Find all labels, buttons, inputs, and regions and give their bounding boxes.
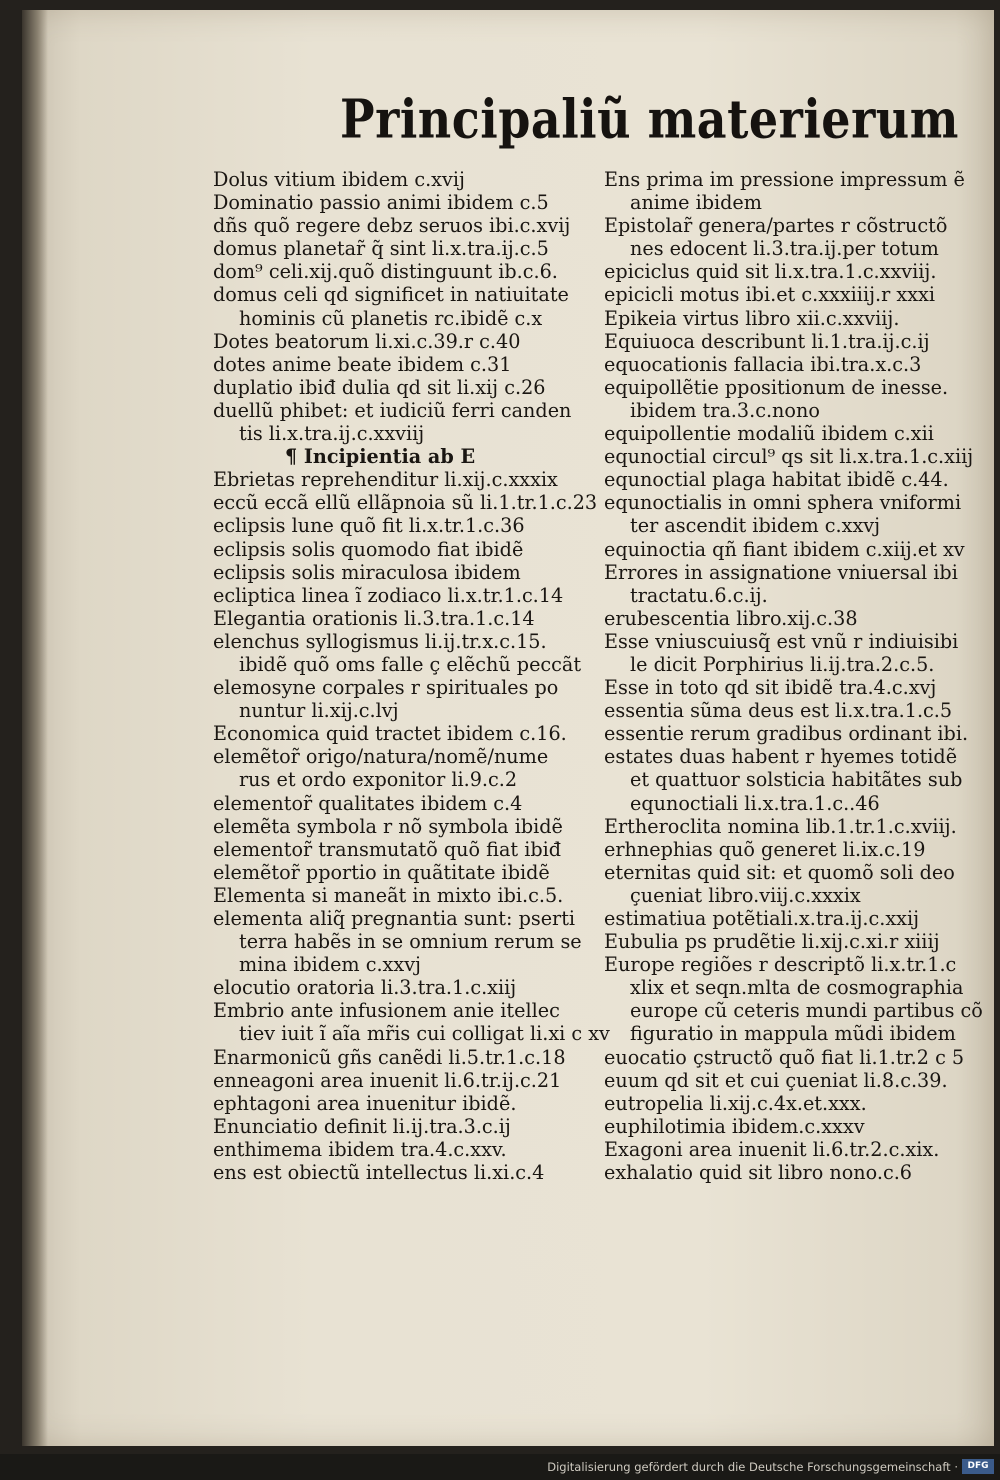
index-entry: Dominatio passio animi ibidem c.5: [213, 191, 549, 215]
index-entry: equnoctialis in omni sphera vniformi: [604, 491, 962, 515]
index-entry: Errores in assignatione vniuersal ibi: [604, 560, 958, 584]
index-entry: dom⁹ celi.xij.quõ distinguunt ib.c.6.: [213, 260, 558, 284]
index-entry: xlix et seqn.mlta de cosmographia: [630, 976, 964, 1000]
index-entry: elenchus syllogismus li.ij.tr.x.c.15.: [213, 629, 547, 653]
index-entry: elemẽta symbola r nõ symbola ibidẽ: [213, 814, 563, 838]
index-entry: equnoctial plaga habitat ibidẽ c.44.: [604, 468, 949, 492]
index-entry: hominis cũ planetis rc.ibidẽ c.x: [239, 306, 543, 330]
index-entry: Ertheroclita nomina lib.1.tr.1.c.xviij.: [604, 814, 957, 838]
index-entry: erhnephias quõ generet li.ix.c.19: [604, 837, 926, 861]
footer-bar: [0, 1454, 1000, 1480]
index-entry: enneagoni area inuenit li.6.tr.ij.c.21: [213, 1068, 562, 1092]
index-entry: ¶ Incipientia ab E: [285, 445, 476, 469]
index-entry: nuntur li.xij.c.lvj: [239, 699, 399, 723]
index-entry: duellũ phibet: et iudiciũ ferri canden: [213, 398, 572, 422]
index-entry: ibidem tra.3.c.nono: [630, 398, 820, 422]
index-entry: nes edocent li.3.tra.ij.per totum: [630, 237, 939, 261]
index-entry: Elegantia orationis li.3.tra.1.c.14: [213, 606, 535, 630]
index-entry: Epistolar̃ genera/partes r cõstructõ: [604, 214, 948, 238]
index-entry: anime ibidem: [630, 191, 762, 215]
index-entry: equocationis fallacia ibi.tra.x.c.3: [604, 352, 922, 376]
index-entry: essentie rerum gradibus ordinant ibi.: [604, 722, 969, 746]
index-entry: tractatu.6.c.ij.: [630, 583, 768, 607]
index-entry: domus planetar̃ q̃ sint li.x.tra.ij.c.5: [213, 237, 549, 261]
index-entry: Epikeia virtus libro xii.c.xxviij.: [604, 306, 900, 330]
index-entry: euphilotimia ibidem.c.xxxv: [604, 1114, 865, 1138]
index-entry: eternitas quid sit: et quomõ soli deo: [604, 860, 955, 884]
index-entry: eclipsis solis quomodo fiat ibidẽ: [213, 537, 524, 561]
index-column-left: [213, 168, 610, 1184]
index-entry: Dotes beatorum li.xi.c.39.r c.40: [213, 329, 521, 353]
index-entry: duplatio ibiđ dulia qd sit li.xij c.26: [213, 375, 546, 399]
index-entry: elementa aliq̃ pregnantia sunt: pserti: [213, 907, 576, 930]
index-entry: dotes anime beate ibidem c.31: [213, 352, 512, 376]
index-entry: ephtagoni area inuenitur ibidẽ.: [213, 1091, 517, 1115]
index-entry: Enunciatio definit li.ij.tra.3.c.ij: [213, 1114, 511, 1138]
index-entry: ens est obiectũ intellectus li.xi.c.4: [213, 1161, 545, 1185]
page-gutter: [22, 10, 48, 1446]
index-entry: Europe regiões r descriptõ li.x.tr.1.c: [604, 953, 957, 977]
index-entry: equnoctiali li.x.tra.1.c..46: [630, 791, 880, 815]
index-entry: elemẽtor̃ pportio in quãtitate ibidẽ: [213, 860, 550, 884]
index-entry: Ens prima im pressione impressum ẽ: [604, 168, 965, 191]
index-entry: exhalatio quid sit libro nono.c.6: [604, 1161, 913, 1185]
running-head: Principaliũ materierum: [340, 87, 959, 151]
index-entry: Exagoni area inuenit li.6.tr.2.c.xix.: [604, 1137, 940, 1161]
index-entry: elemẽtor̃ origo/natura/nomẽ/nume: [213, 745, 549, 769]
index-entry: Esse in toto qd sit ibidẽ tra.4.c.xvj: [604, 676, 937, 700]
index-entry: europe cũ ceteris mundi partibus cõ: [630, 999, 983, 1023]
index-entry: Economica quid tractet ibidem c.16.: [213, 722, 567, 746]
index-column-right: [604, 168, 983, 1184]
index-entry: tis li.x.tra.ij.c.xxviij: [239, 422, 425, 446]
dfg-logo: DFG: [962, 1459, 994, 1474]
index-entry: Eubulia ps prudẽtie li.xij.c.xi.r xiiij: [604, 930, 940, 954]
index-entry: Esse vniuscuiusq̃ est vnũ r indiuisibi: [604, 629, 959, 653]
index-entry: eutropelia li.xij.c.4x.et.xxx.: [604, 1091, 867, 1115]
index-entry: equipollẽtie ppositionum de inesse.: [604, 375, 949, 399]
index-entry: mina ibidem c.xxvj: [239, 953, 421, 977]
index-entry: erubescentia libro.xij.c.38: [604, 606, 858, 630]
index-entry: elementor̃ transmutatõ quõ fiat ibiđ: [213, 837, 562, 861]
index-entry: enthimema ibidem tra.4.c.xxv.: [213, 1137, 507, 1161]
index-entry: elemosyne corpales r spirituales po: [213, 676, 559, 700]
index-entry: Enarmonicũ gñs canẽdi li.5.tr.1.c.18: [213, 1045, 566, 1069]
index-entry: equipollentie modaliũ ibidem c.xii: [604, 422, 934, 446]
index-entry: tiev iuit ĩ aĩa mr̃is cui colligat li.xi c xv: [239, 1022, 610, 1046]
index-entry: elementor̃ qualitates ibidem c.4: [213, 791, 523, 815]
index-entry: estates duas habent r hyemes totidẽ: [604, 745, 958, 769]
index-entry: çueniat libro.viij.c.xxxix: [630, 883, 861, 907]
index-entry: elocutio oratoria li.3.tra.1.c.xiij: [213, 976, 517, 1000]
index-entry: figuratio in mappula mũdi ibidem: [630, 1022, 956, 1046]
index-entry: le dicit Porphirius li.ij.tra.2.c.5.: [630, 652, 935, 676]
index-entry: Equiuoca describunt li.1.tra.ij.c.ij: [604, 329, 930, 353]
index-entry: domus celi qd significet in natiuitate: [213, 283, 569, 307]
index-entry: Embrio ante infusionem anie itellec: [213, 999, 560, 1023]
index-entry: essentia sũma deus est li.x.tra.1.c.5: [604, 699, 953, 723]
index-entry: equnoctial circul⁹ qs sit li.x.tra.1.c.xiij: [604, 445, 974, 469]
index-entry: rus et ordo exponitor li.9.c.2: [239, 768, 518, 792]
index-entry: euum qd sit et cui çueniat li.8.c.39.: [604, 1068, 948, 1092]
index-entry: terra habẽs in se omnium rerum se: [239, 930, 582, 954]
funding-notice: Digitalisierung gefördert durch die Deutsche Forschungsgemeinschaft ·: [547, 1460, 958, 1474]
index-entry: ibidẽ quõ oms falle ç elẽchũ peccãt: [239, 652, 582, 676]
index-entry: et quattuor solsticia habitãtes sub: [630, 768, 963, 792]
index-entry: epiciclus quid sit li.x.tra.1.c.xxviij.: [604, 260, 937, 284]
index-entry: eclipsis lune quõ fit li.x.tr.1.c.36: [213, 514, 525, 538]
index-entry: Elementa si maneãt in mixto ibi.c.5.: [213, 883, 564, 907]
index-entry: ter ascendit ibidem c.xxvj: [630, 514, 881, 538]
index-entry: euocatio çstructõ quõ fiat li.1.tr.2 c 5: [604, 1045, 965, 1069]
index-entry: eccũ eccã ellũ ellãpnoia sũ li.1.tr.1.c.23: [213, 491, 598, 515]
index-entry: epicicli motus ibi.et c.xxxiiij.r xxxi: [604, 283, 935, 307]
index-entry: estimatiua potẽtiali.x.tra.ij.c.xxij: [604, 907, 920, 930]
index-entry: Ebrietas reprehenditur li.xij.c.xxxix: [213, 468, 558, 492]
index-entry: equinoctia qñ fiant ibidem c.xiij.et xv: [604, 537, 965, 561]
index-entry: dñs quõ regere debz seruos ibi.c.xvij: [213, 214, 571, 238]
index-entry: Dolus vitium ibidem c.xvij: [213, 168, 465, 191]
index-entry: eclipsis solis miraculosa ibidem: [213, 560, 521, 584]
index-entry: ecliptica linea ĩ zodiaco li.x.tr.1.c.14: [213, 583, 564, 607]
